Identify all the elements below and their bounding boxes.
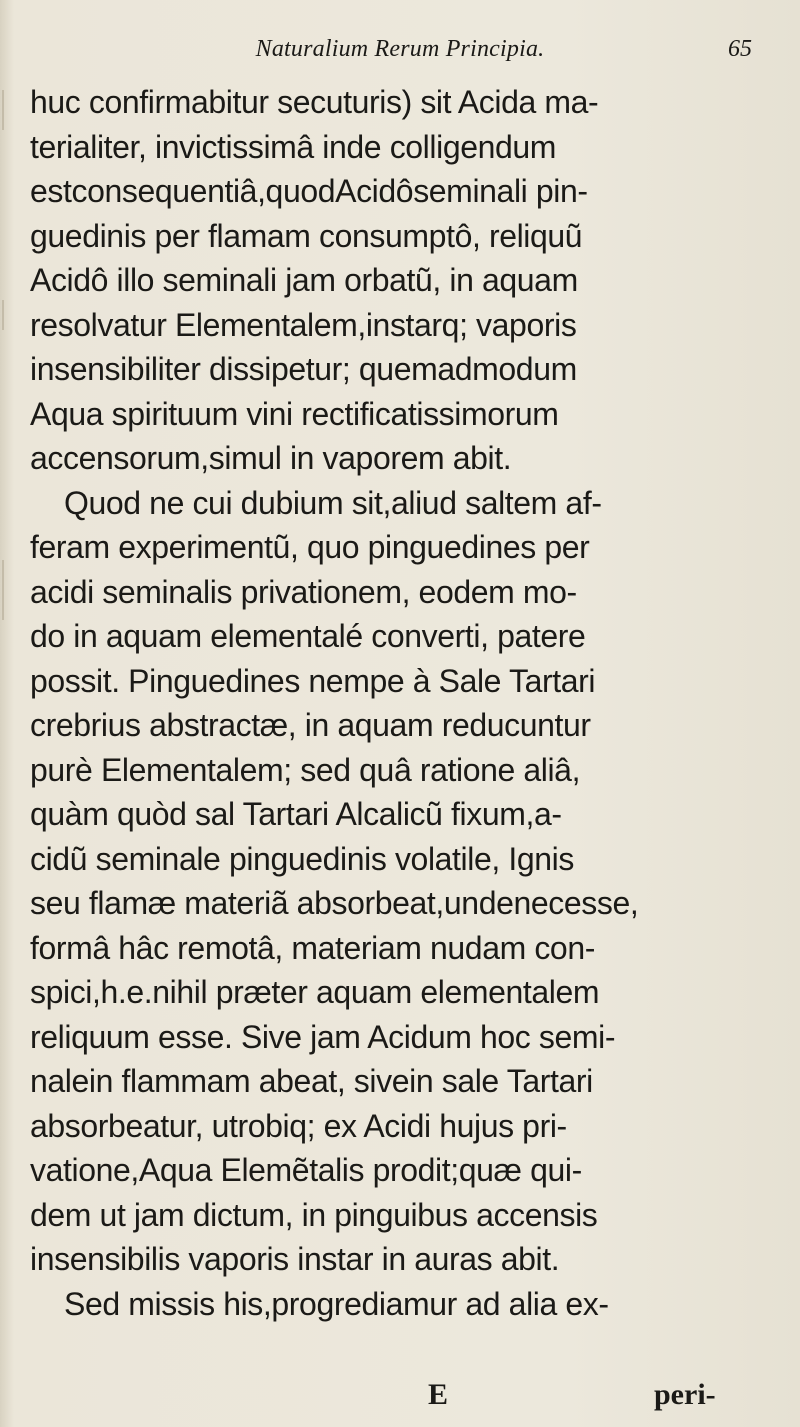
text-line: crebrius abstractæ, in aquam reducuntur [30,707,591,743]
page-number: 65 [728,36,752,62]
text-line: Quod ne cui dubium sit,aliud saltem af- [64,484,602,521]
text-line: feram experimentũ, quo pinguedines per [30,529,590,565]
text-line: terialiter, invictissimâ inde colligendum [30,128,557,165]
page-footer [0,1378,800,1418]
text-line: dem ut jam dictum, in pinguibus accensis [30,1196,598,1233]
text-line: seu flamæ materiã absorbeat,undenecesse, [30,885,639,921]
catchword: peri- [654,1378,716,1411]
body-text [30,80,790,1326]
text-line: absorbeatur, utrobiq; ex Acidi hujus pri- [30,1107,567,1144]
text-line: purè Elementalem; sed quâ ratione aliâ, [30,751,581,788]
text-line: Aqua spirituum vini rectificatissimorum [30,395,559,432]
text-line: accensorum,simul in vaporem abit. [30,440,512,476]
text-line: Acidô illo seminali jam orbatũ, in aquam [30,262,578,298]
text-line: insensibiliter dissipetur; quemadmodum [30,351,577,387]
text-line: possit. Pinguedines nempe à Sale Tartari [30,662,596,699]
text-line: Sed missis his,progrediamur ad alia ex- [64,1285,609,1322]
text-line: insensibilis vaporis instar in auras abit. [30,1241,560,1277]
text-line: cidũ seminale pinguedinis volatile, Ignis [30,840,574,877]
text-line: estconsequentiâ,quodAcidôseminali pin- [30,173,588,209]
signature-mark: E [428,1378,449,1411]
text-line: guedinis per flamam consumptô, reliquũ [30,217,583,254]
gutter-shadow [2,90,4,130]
text-line: spici,h.e.nihil præter aquam elementalem [30,974,600,1010]
gutter-shadow [2,300,4,330]
text-line: vatione,Aqua Elemẽtalis prodit;quæ qui- [30,1152,582,1188]
text-line: do in aquam elementalé converti, patere [30,618,586,654]
text-line: nalein flammam abeat, sivein sale Tartari [30,1063,593,1099]
text-line: quàm quòd sal Tartari Alcalicũ fixum,a- [30,796,562,832]
text-line: resolvatur Elementalem,instarq; vaporis [30,306,577,343]
text-line: huc confirmabitur secuturis) sit Acida ma- [30,84,599,120]
text-line: acidi seminalis privationem, eodem mo- [30,573,577,610]
running-title: Naturalium Rerum Principia. [255,36,545,62]
text-line: reliquum esse. Sive jam Acidum hoc semi- [30,1018,616,1055]
text-line: formâ hâc remotâ, materiam nudam con- [30,929,595,966]
gutter-shadow [2,560,4,620]
